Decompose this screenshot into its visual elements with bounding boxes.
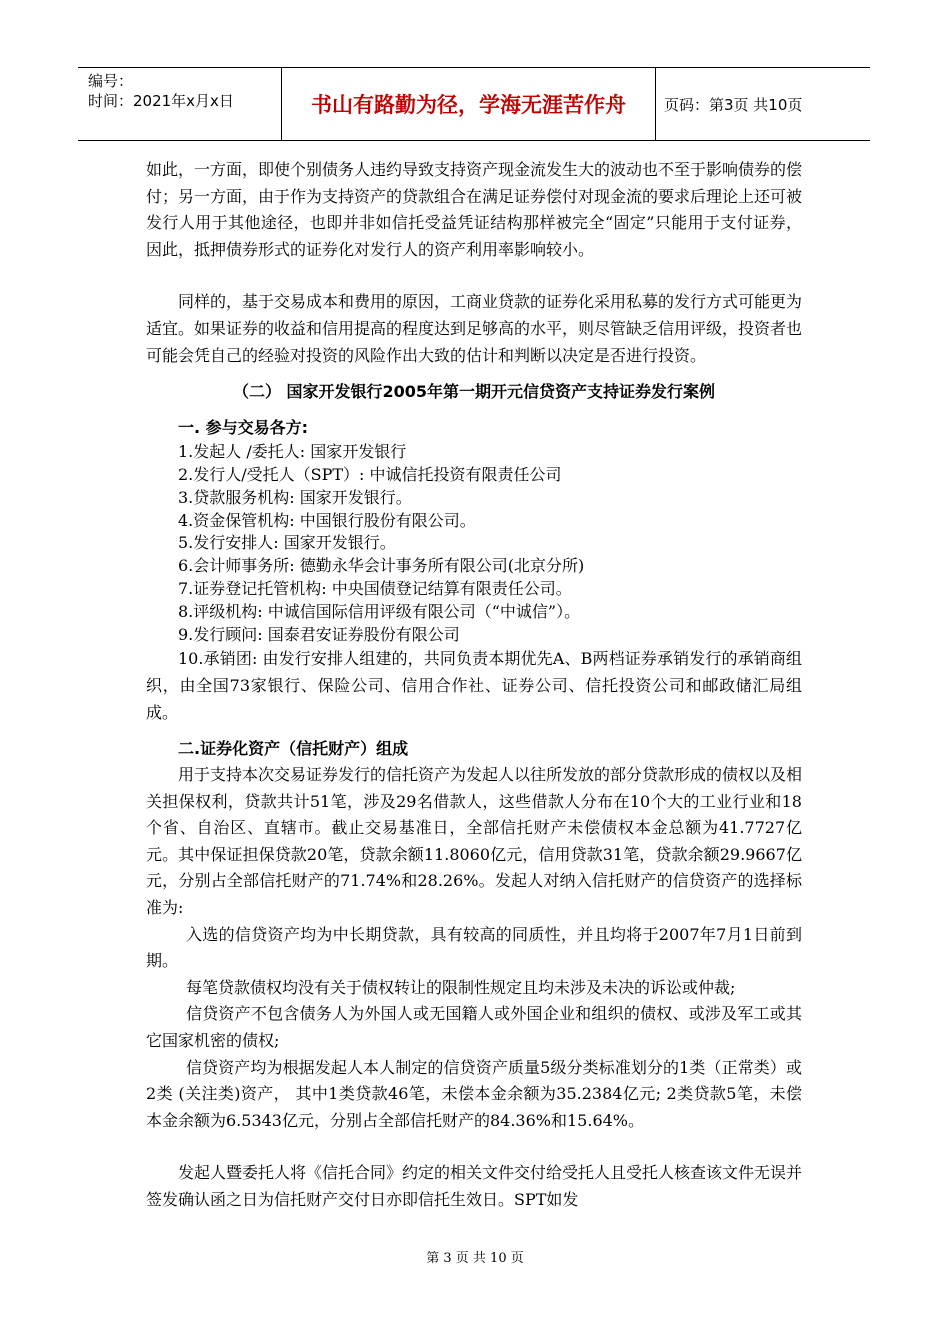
subsection-heading: 二.证券化资产（信托财产）组成 [178, 739, 409, 759]
body-paragraph: 用于支持本次交易证券发行的信托资产为发起人以往所发放的部分贷款形成的债权以及相关担保权利，贷款共计51笔，涉及29名借款人，这些借款人分布在10个大的工业行业和18个省、自治区、直辖市。截止交易基准日，全部信托财产未偿债权本金总额为41.7727亿元。其中保证担保贷款20笔，贷款余额11.8060亿元，信用贷款31笔，贷款余额29.9667亿元，分别占全部信托财产的71.74%和28.26%。发起人对纳入信托财产的信贷资产的选择标准为: [146, 765, 803, 918]
list-item: 1.发起人 /委托人: 国家开发银行 [178, 442, 407, 462]
header-page-number: 页码：第3页 共10页 [664, 95, 803, 114]
subsection-heading: 一. 参与交易各方: [178, 418, 309, 438]
body-paragraph: 同样的，基于交易成本和费用的原因，工商业贷款的证券化采用私募的发行方式可能更为适宜。如果证券的收益和信用提高的程度达到足够高的水平，则尽管缺乏信用评级，投资者也可能会凭自己的经验对投资的风险作出大致的估计和判断以决定是否进行投资。 [146, 292, 803, 365]
document-body [146, 157, 802, 1214]
page-header [78, 67, 870, 141]
list-item: 8.评级机构: 中诚信国际信用评级有限公司（“中诚信”）。 [178, 601, 581, 621]
list-item: 9.发行顾问: 国泰君安证券股份有限公司 [178, 624, 460, 644]
header-meta [78, 68, 282, 140]
section-heading: （二） 国家开发银行2005年第一期开元信贷资产支持证券发行案例 [232, 382, 716, 402]
header-motto: 书山有路勤为径，学海无涯苦作舟 [282, 68, 656, 140]
list-item: 2.发行人/受托人（SPT）: 中诚信托投资有限责任公司 [178, 464, 562, 484]
body-paragraph: 发起人暨委托人将《信托合同》约定的相关文件交付给受托人且受托人核查该文件无误并签发确认函之日为信托财产交付日亦即信托生效日。SPT如发 [146, 1163, 803, 1210]
criteria-item: 每笔贷款债权均没有关于债权转让的限制性规定且均未涉及未决的诉讼或仲裁; [186, 977, 736, 997]
list-item: 6.会计师事务所: 德勤永华会计事务所有限公司(北京分所) [178, 556, 585, 576]
body-paragraph: 如此，一方面，即使个别债务人违约导致支持资产现金流发生大的波动也不至于影响债券的偿付；另一方面，由于作为支持资产的贷款组合在满足证券偿付对现金流的要求后理论上还可被发行人用于其他途径，也即并非如信托受益凭证结构那样被完全“固定”只能用于支付证券，因此，抵押债券形式的证券化对发行人的资产利用率影响较小。 [146, 160, 803, 259]
list-item: 10.承销团: 由发行安排人组建的，共同负责本期优先A、B两档证券承销发行的承销商组织，由全国73家银行、保险公司、信用合作社、证券公司、信托投资公司和邮政储汇局组成。 [146, 649, 802, 722]
document-number-label: 编号： [88, 72, 134, 90]
list-item: 5.发行安排人: 国家开发银行。 [178, 533, 396, 553]
list-item: 7.证券登记托管机构: 中央国债登记结算有限责任公司。 [178, 578, 572, 598]
criteria-item: 信贷资产不包含债务人为外国人或无国籍人或外国企业和组织的债权、或涉及军工或其它国家机密的债权; [146, 1004, 802, 1051]
parties-list [146, 441, 802, 646]
criteria-item: 入选的信贷资产均为中长期贷款，具有较高的同质性，并且均将于2007年7月1日前到期。 [146, 924, 802, 971]
criteria-item: 信贷资产均为根据发起人本人制定的信贷资产质量5级分类标准划分的1类（正常类）或2类 (关注类)资产， 其中1类贷款46笔，未偿本金余额为35.2384亿元; 2类贷款5笔，未偿本金余额为6.5343亿元，分别占全部信托财产的84.36%和15.64%。 [146, 1057, 802, 1130]
list-item: 4.资金保管机构: 中国银行股份有限公司。 [178, 510, 476, 530]
page-footer: 第 3 页 共 10 页 [426, 1251, 524, 1266]
document-time-label: 时间：2021年x月x日 [88, 92, 234, 110]
list-item: 3.贷款服务机构: 国家开发银行。 [178, 487, 412, 507]
